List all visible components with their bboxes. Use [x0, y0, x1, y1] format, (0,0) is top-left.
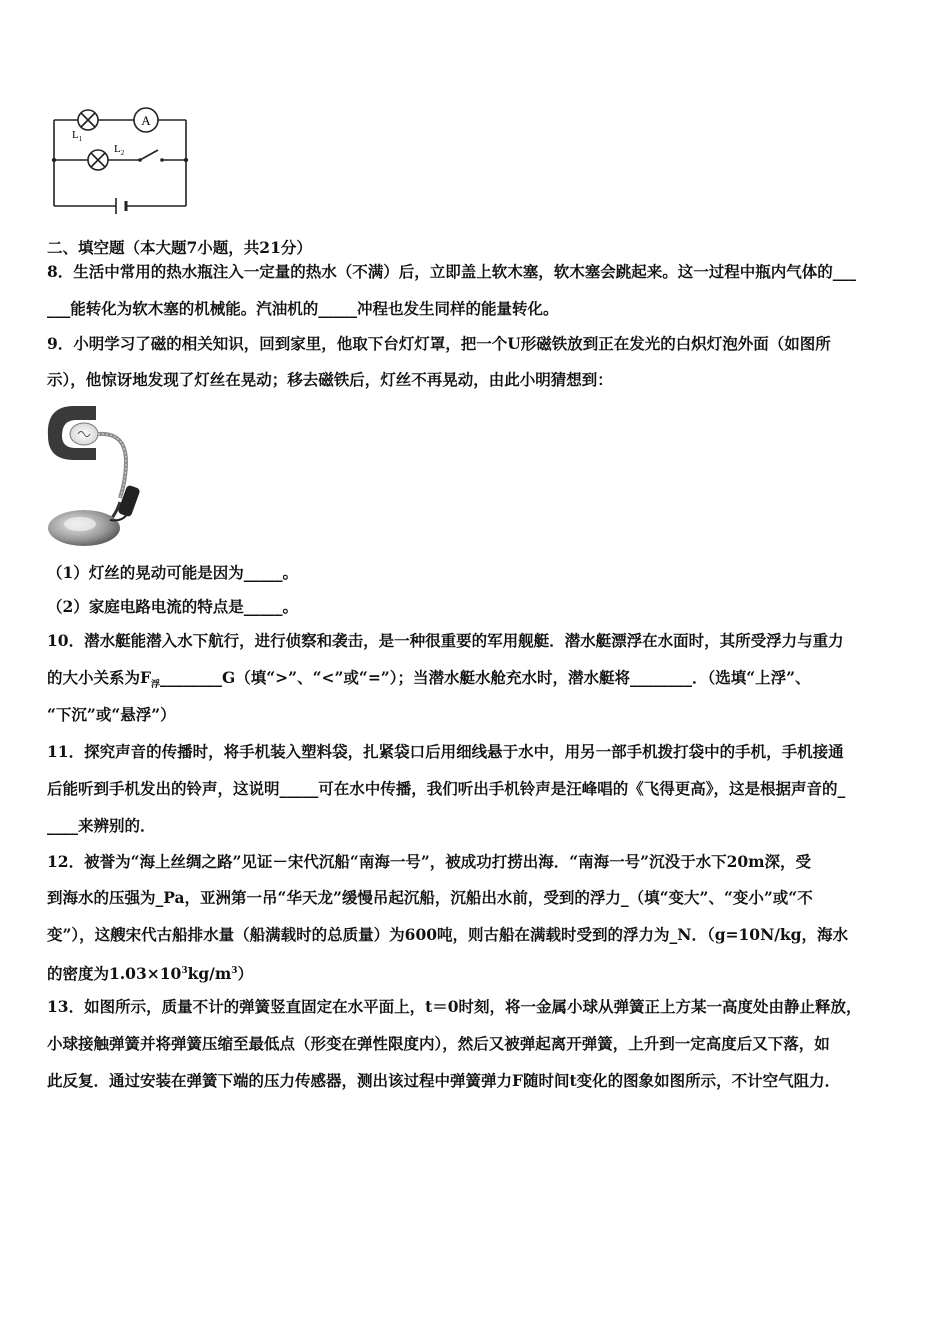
q9-sub1: （1）灯丝的晃动可能是因为_____。 — [47, 563, 299, 582]
desk-lamp-magnet-image — [40, 402, 152, 550]
lamp2-label: $L_2$ — [114, 143, 125, 157]
q8-line2: ___能转化为软木塞的机械能。汽油机的_____冲程也发生同样的能量转化。 — [47, 299, 559, 318]
q9-line2: 示），他惊讶地发现了灯丝在晃动；移去磁铁后，灯丝不再晃动，由此小明猜想到： — [47, 370, 613, 389]
q8-line1: 8．生活中常用的热水瓶注入一定量的热水（不满）后，立即盖上软木塞，软木塞会跳起来。这一过程中瓶内气体的___ — [47, 262, 857, 281]
section-title: 二、填空题（本大题7小题，共21分） — [47, 238, 312, 257]
ammeter-label: A — [141, 113, 151, 128]
q10-line3: “下沉”或“悬浮”） — [47, 705, 176, 724]
q9-line1: 9．小明学习了磁的相关知识，回到家里，他取下台灯灯罩，把一个U形磁铁放到正在发光的白炽灯泡外面（如图所 — [47, 334, 831, 353]
q11-line1: 11．探究声音的传播时，将手机装入塑料袋，扎紧袋口后用细线悬于水中，用另一部手机拨打袋中的手机，手机接通 — [47, 742, 844, 761]
q12-line2: 到海水的压强为_Pa，亚洲第一吊“华天龙”缓慢吊起沉船，沉船出水前，受到的浮力_（填“变大”、“变小”或“不 — [47, 888, 813, 907]
q12-line4: 的密度为$1.03\times 10^3kg/m^3$） — [47, 964, 253, 984]
q12-line1: 12．被誉为“海上丝绸之路”见证－宋代沉船“南海一号”，被成功打捞出海．“南海一号”沉没于水下20m深，受 — [47, 852, 812, 871]
q10-line1: 10．潜水艇能潜入水下航行，进行侦察和袭击，是一种很重要的军用舰艇．潜水艇漂浮在水面时，其所受浮力与重力 — [47, 631, 844, 650]
q12-line3: 变”），这艘宋代古船排水量（船满载时的总质量）为600吨，则古船在满载时受到的浮力为_N．（g=10N/kg，海水 — [47, 925, 848, 944]
q10-line2: 的大小关系为$F_浮\_\_\_\_\_\_\_\_G$（填“>”、“<”或“=”）；当潜水艇水舱充水时，潜水艇将________．（选填“上浮”、 — [47, 668, 811, 691]
q11-line3: ____来辨别的． — [47, 816, 156, 835]
q9-sub2: （2）家庭电路电流的特点是_____。 — [47, 597, 299, 616]
q13-line3: 此反复．通过安装在弹簧下端的压力传感器，测出该过程中弹簧弹力F随时间t变化的图象如图所示，不计空气阻力． — [47, 1071, 841, 1090]
circuit-diagram — [40, 98, 200, 218]
q11-line2: 后能听到手机发出的铃声，这说明_____可在水中传播，我们听出手机铃声是汪峰唱的《飞得更高》，这是根据声音的_ — [47, 779, 846, 798]
lamp1-label: $L_1$ — [72, 129, 83, 143]
q13-line1: 13．如图所示，质量不计的弹簧竖直固定在水平面上，t＝0时刻，将一金属小球从弹簧正上方某一高度处由静止释放， — [47, 997, 862, 1016]
q13-line2: 小球接触弹簧并将弹簧压缩至最低点（形变在弹性限度内），然后又被弹起离开弹簧，上升到一定高度后又下落，如 — [47, 1034, 830, 1053]
